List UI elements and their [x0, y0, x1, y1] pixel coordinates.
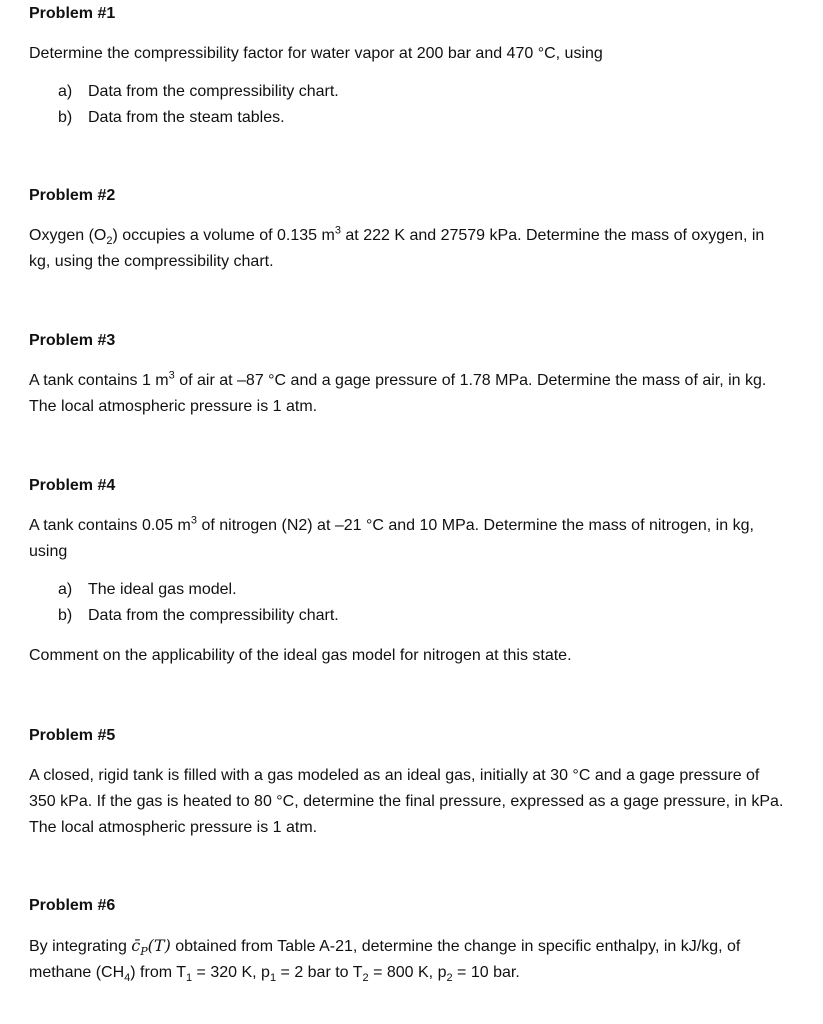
list-item: [29, 603, 789, 629]
problem-6: [29, 896, 789, 986]
problem-1-text: Determine the compressibility factor for water vapor at 200 bar and 470 °C, using: [29, 45, 603, 62]
problem-1-list: [29, 79, 789, 131]
problem-4-list: [29, 577, 789, 629]
problem-6-text: By integrating $c̄_P(T)$ obtained from Table A-21, determine the change in specific enthalpy, in kJ/kg, of methane $(CH_4)$ from $T_1 = 320$ K, $p_1 = 2$ bar to $T_2 = 800$ K, $p_2 = 10$ bar.: [29, 936, 741, 985]
list-marker: b): [58, 109, 73, 126]
cp-bar-symbol: $c̄_P(T)$: [131, 936, 171, 959]
problem-1: [29, 4, 789, 131]
list-item: [29, 577, 789, 603]
list-item: [29, 105, 789, 131]
list-marker: a): [58, 581, 73, 598]
list-item-text: Data from the compressibility chart.: [88, 607, 339, 624]
problem-3-text: A tank contains 1 $m^3$ of air at –87 °C and a gage pressure of 1.78 MPa. Determine the mass of air, in kg. The local atmospheric pressure is 1 atm.: [29, 369, 767, 415]
problem-6-heading: Problem #6: [29, 897, 116, 914]
list-item: [29, 79, 789, 105]
problem-4-text: A tank contains 0.05 $m^3$ of nitrogen (N2) at –21 °C and 10 MPa. Determine the mass of nitrogen, in kg, using: [29, 514, 754, 560]
problem-4: [29, 476, 789, 669]
list-item-text: Data from the steam tables.: [88, 109, 285, 126]
problem-1-heading: Problem #1: [29, 5, 116, 22]
problem-2: [29, 186, 789, 275]
problem-2-heading: Problem #2: [29, 187, 116, 204]
problem-3-heading: Problem #3: [29, 332, 116, 349]
problem-4-heading: Problem #4: [29, 477, 116, 494]
problem-4-comment: Comment on the applicability of the ideal gas model for nitrogen at this state.: [29, 647, 572, 664]
list-marker: a): [58, 83, 73, 100]
problem-2-text: Oxygen $(O_2)$ occupies a volume of 0.135 $m^3$ at 222 K and 27579 kPa. Determine the mass of oxygen, in kg, using the compressibility chart.: [29, 224, 765, 270]
list-marker: b): [58, 607, 73, 624]
list-item-text: Data from the compressibility chart.: [88, 83, 339, 100]
problem-3: [29, 331, 789, 420]
problem-5: [29, 726, 789, 841]
list-item-text: The ideal gas model.: [88, 581, 237, 598]
problem-5-text: A closed, rigid tank is filled with a gas modeled as an ideal gas, initially at 30 °C and a gage pressure of 350 kPa. If the gas is heated to 80 °C, determine the final pressure, expressed as a gage pressure, in kPa. The local atmospheric pressure is 1 atm.: [29, 767, 784, 836]
problem-5-heading: Problem #5: [29, 727, 116, 744]
